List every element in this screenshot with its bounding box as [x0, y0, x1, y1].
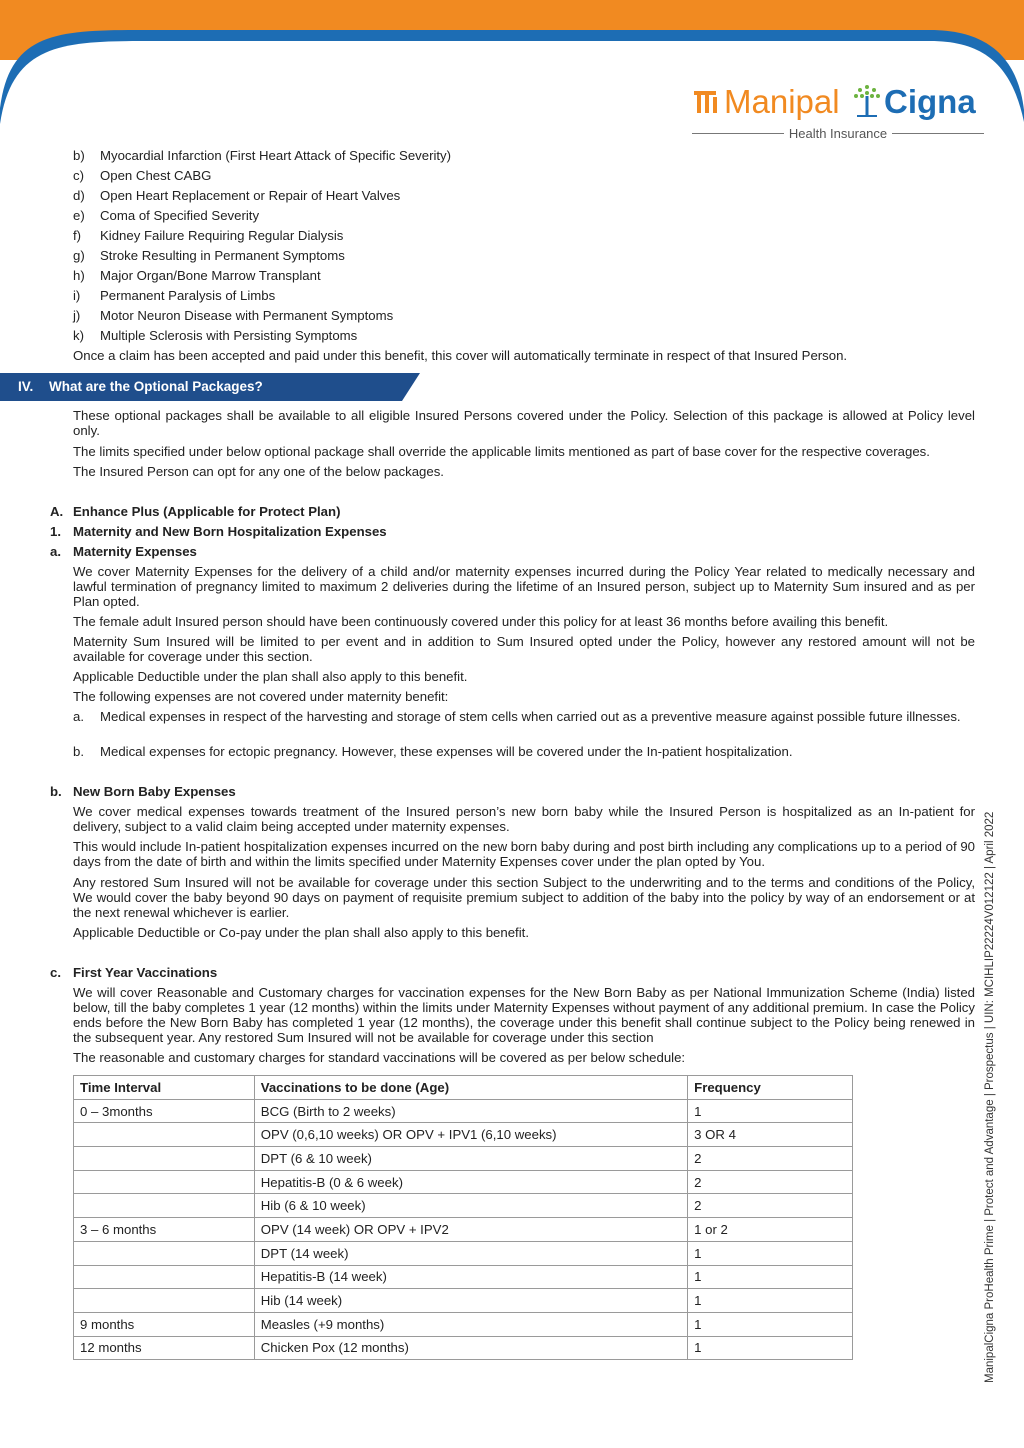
newborn-paragraph: We cover medical expenses towards treatment of the Insured person’s new born baby while the Insured Person is hospitalized as an In-patient for delivery, subject to a valid claim being accepted under maternity expenses.	[73, 804, 975, 834]
column-header: Frequency	[688, 1076, 853, 1100]
table-cell: 12 months	[74, 1336, 255, 1360]
vaccination-schedule-table	[73, 1075, 853, 1360]
table-cell: 2	[688, 1170, 853, 1194]
table-cell: Chicken Pox (12 months)	[254, 1336, 687, 1360]
table-cell: 1	[688, 1099, 853, 1123]
table-cell: Measles (+9 months)	[254, 1312, 687, 1336]
maternity-paragraph: The following expenses are not covered under maternity benefit:	[73, 689, 449, 704]
table-cell: 1	[688, 1312, 853, 1336]
table-row	[74, 1265, 853, 1289]
table-row	[74, 1123, 853, 1147]
table-cell: 2	[688, 1147, 853, 1171]
maternity-paragraph: Applicable Deductible under the plan shall also apply to this benefit.	[73, 669, 468, 684]
table-row	[74, 1336, 853, 1360]
intro-paragraph: The Insured Person can opt for any one of the below packages.	[73, 464, 444, 479]
table-cell	[74, 1289, 255, 1313]
table-cell: DPT (14 week)	[254, 1241, 687, 1265]
newborn-paragraph: Any restored Sum Insured will not be available for coverage under this section Subject to the underwriting and to the terms and conditions of the Policy, We would cover the baby beyond 90 days on payment of requisite premium subject to addition of the baby into the policy by way of an endorsement or at the next renewal whichever is earlier.	[73, 875, 975, 920]
table-cell: 1 or 2	[688, 1218, 853, 1242]
table-cell	[74, 1241, 255, 1265]
table-cell: 3 – 6 months	[74, 1218, 255, 1242]
brand-name-manipal: Manipal	[724, 83, 840, 120]
table-header-row	[74, 1076, 853, 1100]
table-row	[74, 1099, 853, 1123]
table-cell	[74, 1123, 255, 1147]
table-cell: 0 – 3months	[74, 1099, 255, 1123]
table-row	[74, 1170, 853, 1194]
table-cell: BCG (Birth to 2 weeks)	[254, 1099, 687, 1123]
table-cell: 1	[688, 1265, 853, 1289]
brand-tagline: Health Insurance	[692, 126, 984, 142]
brand-name-cigna: Cigna	[884, 83, 976, 120]
newborn-paragraph: Applicable Deductible or Co-pay under the plan shall also apply to this benefit.	[73, 925, 529, 940]
column-header: Time Interval	[74, 1076, 255, 1100]
vaccination-paragraph: The reasonable and customary charges for standard vaccinations will be covered as per below schedule:	[73, 1050, 686, 1065]
newborn-paragraph: This would include In-patient hospitalization expenses incurred on the new born baby during and post birth including any complications up to a period of 90 days from the date of birth and within the limits specified under Maternity Expenses cover under the plan opted by You.	[73, 839, 975, 869]
vaccination-paragraph: We will cover Reasonable and Customary charges for vaccination expenses for the New Born Baby as per National Immunization Scheme (India) listed below, till the baby completes 1 year (12 months) within the limits under Maternity Expenses without payment of any additional premium. In case the Policy ends before the New Born Baby has completed 1 year (12 months), the coverage under this benefit shall continue subject to the Policy being renewed in the subsequent year. Any restored Sum Insured will not be available for coverage under this section	[73, 985, 975, 1045]
intro-paragraph: The limits specified under below optional package shall override the applicable limits mentioned as part of base cover for the respective coverages.	[73, 444, 930, 459]
table-cell: Hib (6 & 10 week)	[254, 1194, 687, 1218]
intro-paragraph: These optional packages shall be available to all eligible Insured Persons covered under the Policy. Selection of this package is allowed at Policy level only.	[73, 408, 975, 438]
column-header: Vaccinations to be done (Age)	[254, 1076, 687, 1100]
tree-of-life-icon	[692, 87, 722, 121]
table-cell	[74, 1194, 255, 1218]
maternity-paragraph: Maternity Sum Insured will be limited to per event and in addition to Sum Insured opted under the Policy, however any restored amount will not be available for coverage under this section.	[73, 634, 975, 664]
table-cell: 1	[688, 1289, 853, 1313]
table-row	[74, 1241, 853, 1265]
table-cell: 9 months	[74, 1312, 255, 1336]
table-cell: 2	[688, 1194, 853, 1218]
table-cell: OPV (0,6,10 weeks) OR OPV + IPV1 (6,10 weeks)	[254, 1123, 687, 1147]
maternity-paragraph: The female adult Insured person should have been continuously covered under this policy for at least 36 months before availing this benefit.	[73, 614, 889, 629]
table-cell	[74, 1170, 255, 1194]
illness-closing-text: Once a claim has been accepted and paid under this benefit, this cover will automatically terminate in respect of that Insured Person.	[73, 348, 848, 363]
table-row	[74, 1147, 853, 1171]
table-row	[74, 1218, 853, 1242]
vertical-footer-note: ManipalCigna ProHealth Prime | Protect and Advantage | Prospectus | UIN: MCIHLIP22224V012122 | April 2022	[984, 811, 996, 1383]
table-cell: Hepatitis-B (0 & 6 week)	[254, 1170, 687, 1194]
table-cell: Hib (14 week)	[254, 1289, 687, 1313]
table-cell: OPV (14 week) OR OPV + IPV2	[254, 1218, 687, 1242]
table-row	[74, 1194, 853, 1218]
table-cell: Hepatitis-B (14 week)	[254, 1265, 687, 1289]
table-cell: DPT (6 & 10 week)	[254, 1147, 687, 1171]
table-cell	[74, 1265, 255, 1289]
maternity-paragraph: We cover Maternity Expenses for the delivery of a child and/or maternity expenses incurred during the Policy Year related to medically necessary and lawful termination of pregnancy limited to maximum 2 deliveries during the lifetime of an Insured person, subject up to Maternity Sum insured and as per Plan opted.	[73, 564, 975, 609]
table-cell: 1	[688, 1241, 853, 1265]
table-row	[74, 1312, 853, 1336]
tree-icon	[852, 82, 882, 120]
table-cell	[74, 1147, 255, 1171]
section-heading: IV. What are the Optional Packages?	[18, 379, 263, 394]
table-cell: 3 OR 4	[688, 1123, 853, 1147]
table-row	[74, 1289, 853, 1313]
table-cell: 1	[688, 1336, 853, 1360]
